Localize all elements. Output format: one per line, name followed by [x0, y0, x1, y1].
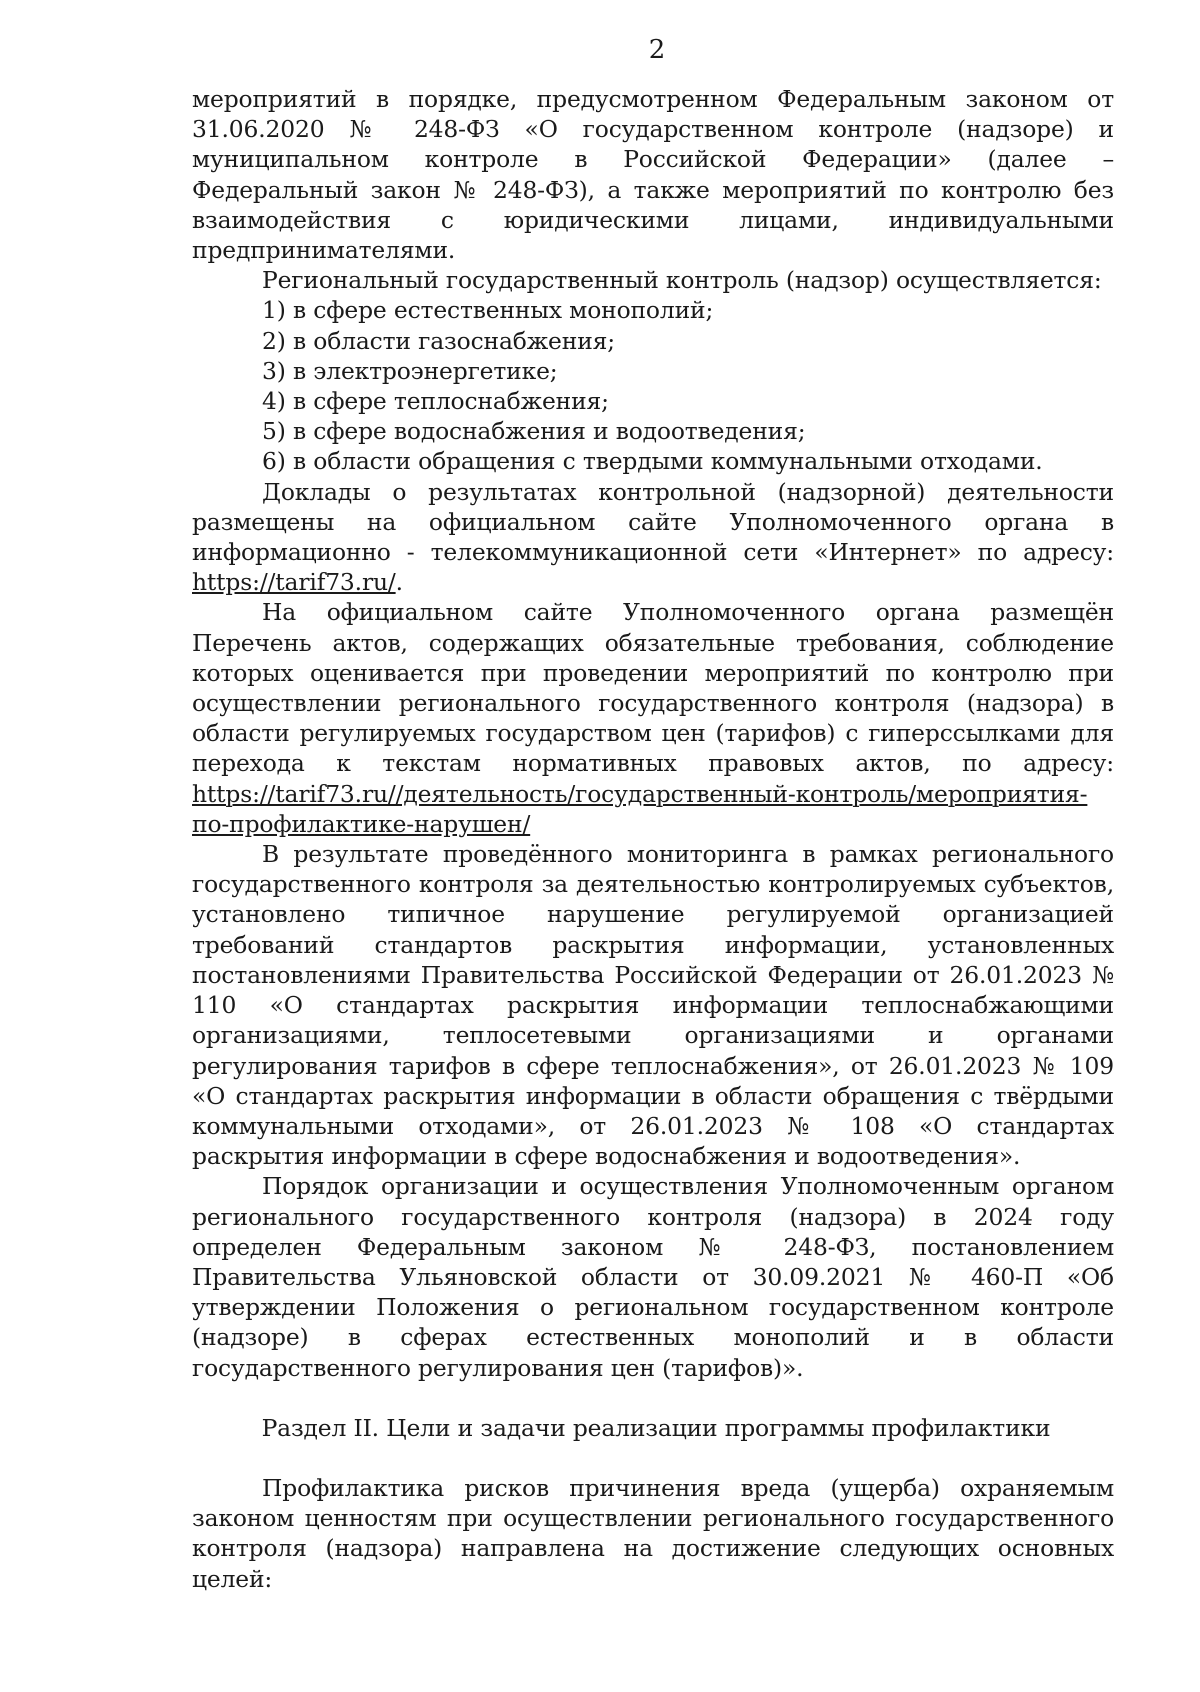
paragraph-acts-list-text: На официальном сайте Уполномоченного органа размещён Перечень актов, содержащих обязательные требования, соблюдение которых оценивается при проведении мероприятий по контролю при осуществлении регионального государственного контроля (надзора) в области регулируемых государством цен (тарифов) с гиперссылками для перехода к текстам нормативных правовых актов, по адресу:	[192, 598, 1114, 778]
paragraph-reports	[192, 477, 1114, 598]
list-item: 1) в сфере естественных монополий;	[262, 296, 714, 325]
list-item: 4) в сфере теплоснабжения;	[262, 387, 609, 416]
reports-link[interactable]: https://tarif73.ru/	[192, 568, 396, 597]
page-number: 2	[648, 35, 666, 65]
list-item: 5) в сфере водоснабжения и водоотведения;	[262, 417, 806, 446]
paragraph-acts-list	[192, 597, 1114, 839]
document-body	[192, 84, 1114, 1594]
list-item: 6) в области обращения с твердыми коммунальными отходами.	[262, 447, 1043, 476]
paragraph-procedure: Порядок организации и осуществления Уполномоченным органом регионального государственного контроля (надзора) в 2024 году определен Федеральным законом № 248-ФЗ, постановлением Правительства Ульяновской области от 30.09.2021 № 460-П «Об утверждении Положения о региональном государственном контроле (надзоре) в сферах естественных монополий и в области государственного регулирования цен (тарифов)».	[192, 1172, 1114, 1382]
paragraph-reports-end: .	[395, 568, 403, 597]
list-item: 3) в электроэнергетике;	[262, 356, 558, 385]
paragraph-reports-text: Доклады о результатах контрольной (надзорной) деятельности размещены на официальном сайте Уполномоченного органа в информационно - телекоммуникационной сети «Интернет» по адресу:	[192, 477, 1114, 567]
paragraph-prevention-goals: Профилактика рисков причинения вреда (ущерба) охраняемым законом ценностям при осуществлении регионального государственного контроля (надзора) направлена на достижение следующих основных целей:	[192, 1473, 1114, 1593]
paragraph-monitoring-results: В результате проведённого мониторинга в рамках регионального государственного контроля за деятельностью контролируемых субъектов, установлено типичное нарушение регулируемой организацией требований стандартов раскрытия информации, установленных постановлениями Правительства Российской Федерации от 26.01.2023 № 110 «О стандартах раскрытия информации теплоснабжающими организациями, теплосетевыми организациями и органами регулирования тарифов в сфере теплоснабжения», от 26.01.2023 № 109 «О стандартах раскрытия информации в области обращения с твёрдыми коммунальными отходами», от 26.01.2023 № 108 «О стандартах раскрытия информации в сфере водоснабжения и водоотведения».	[192, 840, 1114, 1171]
paragraph-control-areas-intro: Региональный государственный контроль (надзор) осуществляется:	[262, 266, 1102, 295]
section-heading: Раздел II. Цели и задачи реализации программы профилактики	[261, 1413, 1051, 1442]
list-item: 2) в области газоснабжения;	[262, 326, 615, 355]
acts-list-link[interactable]: https://tarif73.ru//деятельность/государственный-контроль/мероприятия-по-профилактике-нарушен/	[192, 779, 1088, 838]
paragraph-intro-continuation: мероприятий в порядке, предусмотренном Федеральным законом от 31.06.2020 № 248-ФЗ «О государственном контроле (надзоре) и муниципальном контроле в Российской Федерации» (далее – Федеральный закон № 248-ФЗ), а также мероприятий по контролю без взаимодействия с юридическими лицами, индивидуальными предпринимателями.	[192, 85, 1114, 265]
